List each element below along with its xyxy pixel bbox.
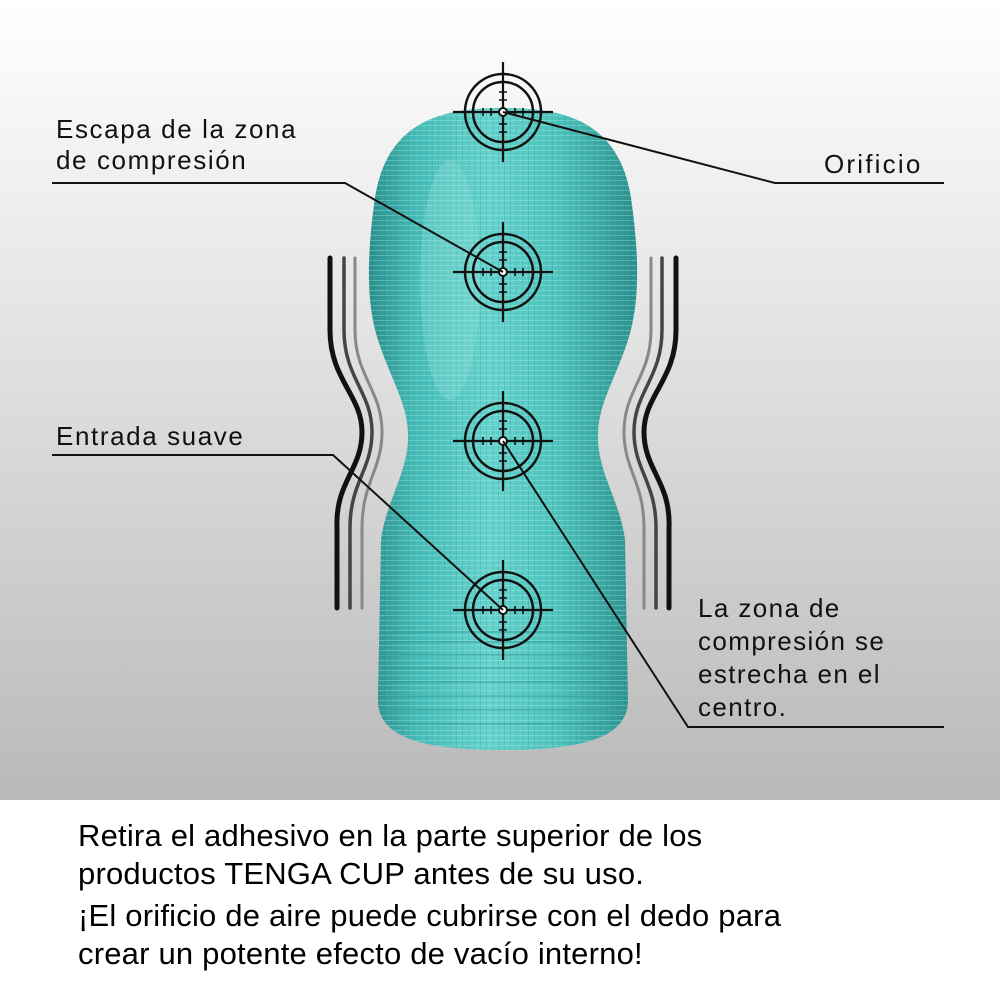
tenga-cup xyxy=(360,100,650,760)
cup-mesh-texture xyxy=(360,100,650,760)
caption-line: crear un potente efecto de vacío interno! xyxy=(78,936,643,971)
label-line: de compresión xyxy=(56,145,248,175)
label-line: estrecha en el xyxy=(698,659,881,689)
label-line: La zona de xyxy=(698,593,841,623)
label-line: centro. xyxy=(698,692,788,722)
label-line: compresión se xyxy=(698,626,886,656)
caption-line: ¡El orificio de aire puede cubrirse con el dedo para xyxy=(78,898,782,933)
label-line: Escapa de la zona xyxy=(56,114,298,144)
caption-line: Retira el adhesivo en la parte superior de los xyxy=(78,818,703,853)
label-soft-entrance: Entrada suave xyxy=(56,421,245,451)
label-compression-zone-narrows xyxy=(698,592,948,724)
caption-line: productos TENGA CUP antes de su uso. xyxy=(78,856,645,891)
label-escape-compression-zone xyxy=(56,114,356,176)
cup-highlight xyxy=(420,160,480,400)
label-orifice: Orificio xyxy=(824,149,923,179)
